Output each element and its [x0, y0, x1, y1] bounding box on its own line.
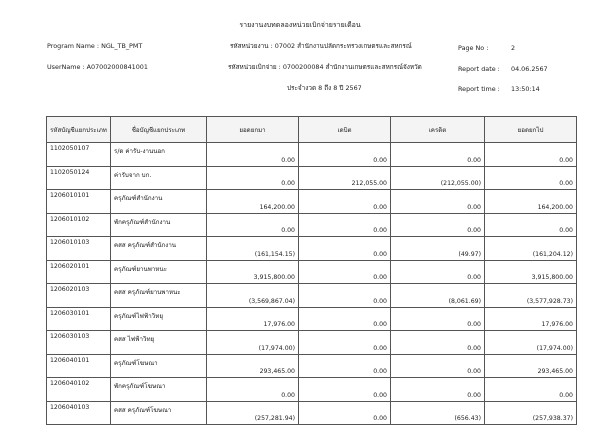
cell-account-name: คสส ไฟฟ้าวิทยุ [111, 331, 207, 355]
cell-debit: 0.00 [299, 354, 391, 378]
cell-closing-balance: (257,938.37) [485, 401, 577, 425]
table-row [47, 401, 577, 425]
cell-closing-balance: (161,204.12) [485, 237, 577, 261]
cell-debit: 212,055.00 [299, 166, 391, 190]
cell-closing-balance: 0.00 [485, 378, 577, 402]
cell-account-name: คสส ครุภัณฑ์สำนักงาน [111, 237, 207, 261]
cell-closing-balance: 3,915,800.00 [485, 260, 577, 284]
cell-opening-balance: 0.00 [207, 378, 299, 402]
cell-account-name: คสส ครุภัณฑ์ยานพาหนะ [111, 284, 207, 308]
table-row [47, 307, 577, 331]
cell-debit: 0.00 [299, 401, 391, 425]
cell-account-name: พักครุภัณฑ์โฆษณา [111, 378, 207, 402]
cell-account-code: 1206030101 [47, 307, 111, 331]
report-date-label: Report date : [458, 65, 500, 73]
header-opening-balance: ยอดยกมา [207, 117, 299, 143]
cell-credit: 0.00 [391, 213, 485, 237]
cell-debit: 0.00 [299, 307, 391, 331]
table-row [47, 143, 577, 167]
table-row [47, 237, 577, 261]
cell-debit: 0.00 [299, 331, 391, 355]
cell-closing-balance: 17,976.00 [485, 307, 577, 331]
cell-closing-balance: 0.00 [485, 213, 577, 237]
cell-credit: (49.97) [391, 237, 485, 261]
cell-opening-balance: 293,465.00 [207, 354, 299, 378]
table-row [47, 260, 577, 284]
cell-account-code: 1206010102 [47, 213, 111, 237]
cell-account-code: 1206040103 [47, 401, 111, 425]
disbursement-unit-line: รหัสหน่วยเบิกจ่าย : 0700200084 สำนักงานเกษตรและสหกรณ์จังหวัด [228, 63, 422, 71]
cell-account-name: ครุภัณฑ์สำนักงาน [111, 190, 207, 214]
cell-closing-balance: (3,577,928.73) [485, 284, 577, 308]
cell-account-code: 1206020103 [47, 284, 111, 308]
cell-debit: 0.00 [299, 260, 391, 284]
table-row [47, 190, 577, 214]
cell-closing-balance: 164,200.00 [485, 190, 577, 214]
report-time-value: 13:50:14 [511, 85, 540, 93]
cell-credit: 0.00 [391, 260, 485, 284]
cell-account-name: คสส ครุภัณฑ์โฆษณา [111, 401, 207, 425]
cell-opening-balance: (17,974.00) [207, 331, 299, 355]
cell-credit: 0.00 [391, 143, 485, 167]
table-row [47, 331, 577, 355]
cell-account-code: 1206010101 [47, 190, 111, 214]
table-row [47, 354, 577, 378]
page-no-label: Page No : [458, 44, 489, 52]
page-no-value: 2 [511, 44, 516, 52]
header-closing-balance: ยอดยกไป [485, 117, 577, 143]
table-header-row [47, 117, 577, 143]
cell-credit: 0.00 [391, 378, 485, 402]
report-time-label: Report time : [458, 85, 500, 93]
cell-closing-balance: (17,974.00) [485, 331, 577, 355]
cell-account-name: พักครุภัณฑ์สำนักงาน [111, 213, 207, 237]
cell-account-code: 1206020101 [47, 260, 111, 284]
cell-debit: 0.00 [299, 237, 391, 261]
table-row [47, 284, 577, 308]
cell-credit: (212,055.00) [391, 166, 485, 190]
cell-account-code: 1206030103 [47, 331, 111, 355]
cell-opening-balance: 3,915,800.00 [207, 260, 299, 284]
cell-closing-balance: 0.00 [485, 166, 577, 190]
cell-closing-balance: 0.00 [485, 143, 577, 167]
header-account-code: รหัสบัญชีแยกประเภท [47, 117, 111, 143]
cell-credit: 0.00 [391, 354, 485, 378]
cell-closing-balance: 293,465.00 [485, 354, 577, 378]
cell-opening-balance: 164,200.00 [207, 190, 299, 214]
cell-account-code: 1206040102 [47, 378, 111, 402]
cell-debit: 0.00 [299, 190, 391, 214]
cell-account-code: 1206040101 [47, 354, 111, 378]
cell-credit: 0.00 [391, 307, 485, 331]
cell-account-code: 1102050124 [47, 166, 111, 190]
cell-opening-balance: 0.00 [207, 213, 299, 237]
table-row [47, 378, 577, 402]
cell-credit: (656.43) [391, 401, 485, 425]
report-date-value: 04.06.2567 [511, 65, 548, 73]
cell-credit: (8,061.69) [391, 284, 485, 308]
table-row [47, 166, 577, 190]
cell-account-name: ครุภัณฑ์โฆษณา [111, 354, 207, 378]
cell-opening-balance: (3,569,867.04) [207, 284, 299, 308]
header-credit: เครดิต [391, 117, 485, 143]
report-title: รายงานงบทดลองหน่วยเบิกจ่ายรายเดือน [239, 21, 361, 29]
cell-opening-balance: 17,976.00 [207, 307, 299, 331]
cell-debit: 0.00 [299, 378, 391, 402]
cell-debit: 0.00 [299, 143, 391, 167]
cell-credit: 0.00 [391, 190, 485, 214]
cell-opening-balance: (257,281.94) [207, 401, 299, 425]
cell-debit: 0.00 [299, 213, 391, 237]
period-line: ประจำงวด 8 ถึง 8 ปี 2567 [287, 84, 362, 92]
cell-account-code: 1102050107 [47, 143, 111, 167]
cell-credit: 0.00 [391, 331, 485, 355]
trial-balance-table [46, 116, 577, 425]
cell-account-code: 1206010103 [47, 237, 111, 261]
cell-account-name: ครุภัณฑ์ไฟฟ้าวิทยุ [111, 307, 207, 331]
program-name: Program Name : NGL_TB_PMT [47, 42, 143, 50]
cell-opening-balance: 0.00 [207, 143, 299, 167]
cell-account-name: ร/ด ค่ารับ-งานนอก [111, 143, 207, 167]
cell-opening-balance: 0.00 [207, 166, 299, 190]
cell-account-name: ค่ารับจาก บก. [111, 166, 207, 190]
user-name: UserName : A07002000841001 [47, 63, 148, 71]
header-debit: เดบิต [299, 117, 391, 143]
header-account-name: ชื่อบัญชีแยกประเภท [111, 117, 207, 143]
table-row [47, 213, 577, 237]
cell-opening-balance: (161,154.15) [207, 237, 299, 261]
cell-account-name: ครุภัณฑ์ยานพาหนะ [111, 260, 207, 284]
cell-debit: 0.00 [299, 284, 391, 308]
agency-line: รหัสหน่วยงาน : 07002 สำนักงานปลัดกระทรวงเกษตรและสหกรณ์ [230, 42, 412, 50]
